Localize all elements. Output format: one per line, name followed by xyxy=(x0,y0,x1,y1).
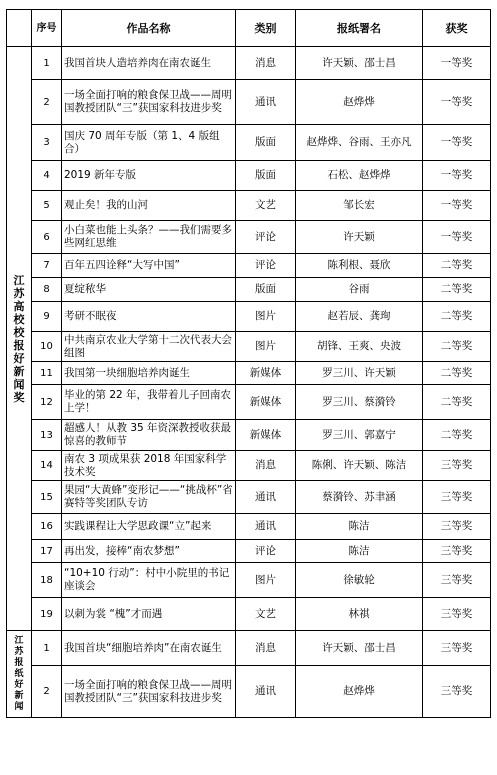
work-author: 邹长宏 xyxy=(296,191,423,221)
group1-label: 江 苏 高 校 校 报 好 新 闻 奖 xyxy=(7,47,32,631)
table-row xyxy=(7,481,491,514)
row-number: 14 xyxy=(32,451,62,481)
table-row xyxy=(7,254,491,278)
header-row xyxy=(7,10,491,47)
table-row xyxy=(7,278,491,302)
row-number: 1 xyxy=(32,631,62,666)
work-author: 许天颖、邵士昌 xyxy=(296,631,423,666)
header-award: 获奖 xyxy=(423,10,491,47)
work-category: 新媒体 xyxy=(236,385,296,420)
group2-label: 江 苏 报 纸 好 新 闻 xyxy=(7,631,32,718)
table-row xyxy=(7,598,491,631)
row-number: 3 xyxy=(32,125,62,161)
work-category: 文艺 xyxy=(236,598,296,631)
table-row xyxy=(7,125,491,161)
award-level: 二等奖 xyxy=(423,385,491,420)
row-number: 18 xyxy=(32,563,62,598)
award-level: 一等奖 xyxy=(423,47,491,80)
work-title: 再出发，接棒“南农梦想” xyxy=(62,540,236,563)
work-category: 通讯 xyxy=(236,666,296,718)
work-title: 我国第一块细胞培养肉诞生 xyxy=(62,362,236,385)
work-category: 图片 xyxy=(236,332,296,362)
row-number: 19 xyxy=(32,598,62,631)
table-row xyxy=(7,451,491,481)
awards-table xyxy=(6,9,491,718)
award-level: 三等奖 xyxy=(423,451,491,481)
award-level: 一等奖 xyxy=(423,191,491,221)
table-row xyxy=(7,191,491,221)
work-category: 评论 xyxy=(236,221,296,254)
table-row xyxy=(7,80,491,125)
work-author: 蔡漪铃、苏聿涵 xyxy=(296,481,423,514)
table-row xyxy=(7,332,491,362)
work-author: 陈洁 xyxy=(296,514,423,540)
row-number: 5 xyxy=(32,191,62,221)
row-number: 9 xyxy=(32,302,62,332)
work-category: 评论 xyxy=(236,540,296,563)
work-title: 一场全面打响的粮食保卫战——周明国教授团队“三”获国家科技进步奖 xyxy=(62,80,236,125)
header-group-blank xyxy=(7,10,32,47)
work-title: 以刺为裳 “槐”才而遇 xyxy=(62,598,236,631)
work-author: 许天颖 xyxy=(296,221,423,254)
work-title: 超感人！从教 35 年资深教授收获最惊喜的教师节 xyxy=(62,420,236,451)
work-title: 百年五四诠释“大写中国” xyxy=(62,254,236,278)
header-category: 类别 xyxy=(236,10,296,47)
award-level: 三等奖 xyxy=(423,540,491,563)
header-no: 序号 xyxy=(32,10,62,47)
award-level: 二等奖 xyxy=(423,302,491,332)
work-title: 毕业的第 22 年，我带着儿子回南农上学！ xyxy=(62,385,236,420)
table-row xyxy=(7,631,491,666)
row-number: 12 xyxy=(32,385,62,420)
work-title: 观止矣！我的山河 xyxy=(62,191,236,221)
row-number: 16 xyxy=(32,514,62,540)
table-row xyxy=(7,666,491,718)
table-row xyxy=(7,385,491,420)
work-title: 一场全面打响的粮食保卫战——周明国教授团队“三”获国家科技进步奖 xyxy=(62,666,236,718)
row-number: 4 xyxy=(32,161,62,191)
work-author: 罗三川、许天颖 xyxy=(296,362,423,385)
work-author: 赵烨烨 xyxy=(296,80,423,125)
work-title: 我国首块“细胞培养肉”在南农诞生 xyxy=(62,631,236,666)
row-number: 17 xyxy=(32,540,62,563)
work-category: 消息 xyxy=(236,451,296,481)
work-category: 版面 xyxy=(236,278,296,302)
work-author: 陈俐、许天颖、陈洁 xyxy=(296,451,423,481)
work-title: 国庆 70 周年专版（第 1、4 版组合） xyxy=(62,125,236,161)
work-title: “10+10 行动”：村中小院里的书记座谈会 xyxy=(62,563,236,598)
row-number: 6 xyxy=(32,221,62,254)
award-level: 三等奖 xyxy=(423,631,491,666)
award-level: 三等奖 xyxy=(423,598,491,631)
row-number: 11 xyxy=(32,362,62,385)
work-category: 文艺 xyxy=(236,191,296,221)
row-number: 2 xyxy=(32,666,62,718)
work-category: 通讯 xyxy=(236,80,296,125)
work-author: 石松、赵烨烨 xyxy=(296,161,423,191)
row-number: 10 xyxy=(32,332,62,362)
work-category: 通讯 xyxy=(236,481,296,514)
work-title: 果园“大黄蜂”变形记——“挑战杯”省赛特等奖团队专访 xyxy=(62,481,236,514)
work-category: 图片 xyxy=(236,302,296,332)
work-author: 赵烨烨 xyxy=(296,666,423,718)
work-author: 谷雨 xyxy=(296,278,423,302)
award-level: 一等奖 xyxy=(423,125,491,161)
award-level: 一等奖 xyxy=(423,80,491,125)
work-category: 版面 xyxy=(236,125,296,161)
row-number: 13 xyxy=(32,420,62,451)
table-row xyxy=(7,47,491,80)
work-author: 林祺 xyxy=(296,598,423,631)
work-title: 实践课程让大学思政课“立”起来 xyxy=(62,514,236,540)
work-title: 中共南京农业大学第十二次代表大会组图 xyxy=(62,332,236,362)
award-level: 二等奖 xyxy=(423,332,491,362)
work-title: 考研不眠夜 xyxy=(62,302,236,332)
award-level: 三等奖 xyxy=(423,666,491,718)
work-category: 消息 xyxy=(236,631,296,666)
award-level: 三等奖 xyxy=(423,514,491,540)
table-row xyxy=(7,514,491,540)
table-row xyxy=(7,302,491,332)
work-category: 图片 xyxy=(236,563,296,598)
award-level: 二等奖 xyxy=(423,420,491,451)
award-level: 二等奖 xyxy=(423,362,491,385)
work-author: 胡锋、王爽、央波 xyxy=(296,332,423,362)
award-level: 二等奖 xyxy=(423,254,491,278)
table-row xyxy=(7,420,491,451)
work-title: 2019 新年专版 xyxy=(62,161,236,191)
work-author: 陈利根、聂欣 xyxy=(296,254,423,278)
work-author: 罗三川、蔡漪铃 xyxy=(296,385,423,420)
header-author: 报纸署名 xyxy=(296,10,423,47)
table-row xyxy=(7,563,491,598)
work-category: 新媒体 xyxy=(236,362,296,385)
work-author: 徐敏轮 xyxy=(296,563,423,598)
work-title: 小白菜也能上头条？——我们需要多些网红思维 xyxy=(62,221,236,254)
award-level: 一等奖 xyxy=(423,221,491,254)
work-category: 版面 xyxy=(236,161,296,191)
table-row xyxy=(7,540,491,563)
work-author: 赵烨烨、谷雨、王亦凡 xyxy=(296,125,423,161)
work-author: 赵若辰、龚珣 xyxy=(296,302,423,332)
table-row xyxy=(7,362,491,385)
row-number: 15 xyxy=(32,481,62,514)
row-number: 7 xyxy=(32,254,62,278)
row-number: 2 xyxy=(32,80,62,125)
row-number: 1 xyxy=(32,47,62,80)
work-author: 许天颖、邵士昌 xyxy=(296,47,423,80)
work-category: 新媒体 xyxy=(236,420,296,451)
work-author: 陈洁 xyxy=(296,540,423,563)
work-title: 夏绽秾华 xyxy=(62,278,236,302)
row-number: 8 xyxy=(32,278,62,302)
work-title: 南农 3 项成果获 2018 年国家科学技术奖 xyxy=(62,451,236,481)
table-row xyxy=(7,221,491,254)
work-category: 通讯 xyxy=(236,514,296,540)
table-row xyxy=(7,161,491,191)
table-body xyxy=(7,47,491,718)
award-level: 三等奖 xyxy=(423,481,491,514)
work-title: 我国首块人造培养肉在南农诞生 xyxy=(62,47,236,80)
work-author: 罗三川、郭嘉宁 xyxy=(296,420,423,451)
header-title: 作品名称 xyxy=(62,10,236,47)
award-level: 三等奖 xyxy=(423,563,491,598)
award-level: 二等奖 xyxy=(423,278,491,302)
work-category: 评论 xyxy=(236,254,296,278)
award-level: 一等奖 xyxy=(423,161,491,191)
work-category: 消息 xyxy=(236,47,296,80)
